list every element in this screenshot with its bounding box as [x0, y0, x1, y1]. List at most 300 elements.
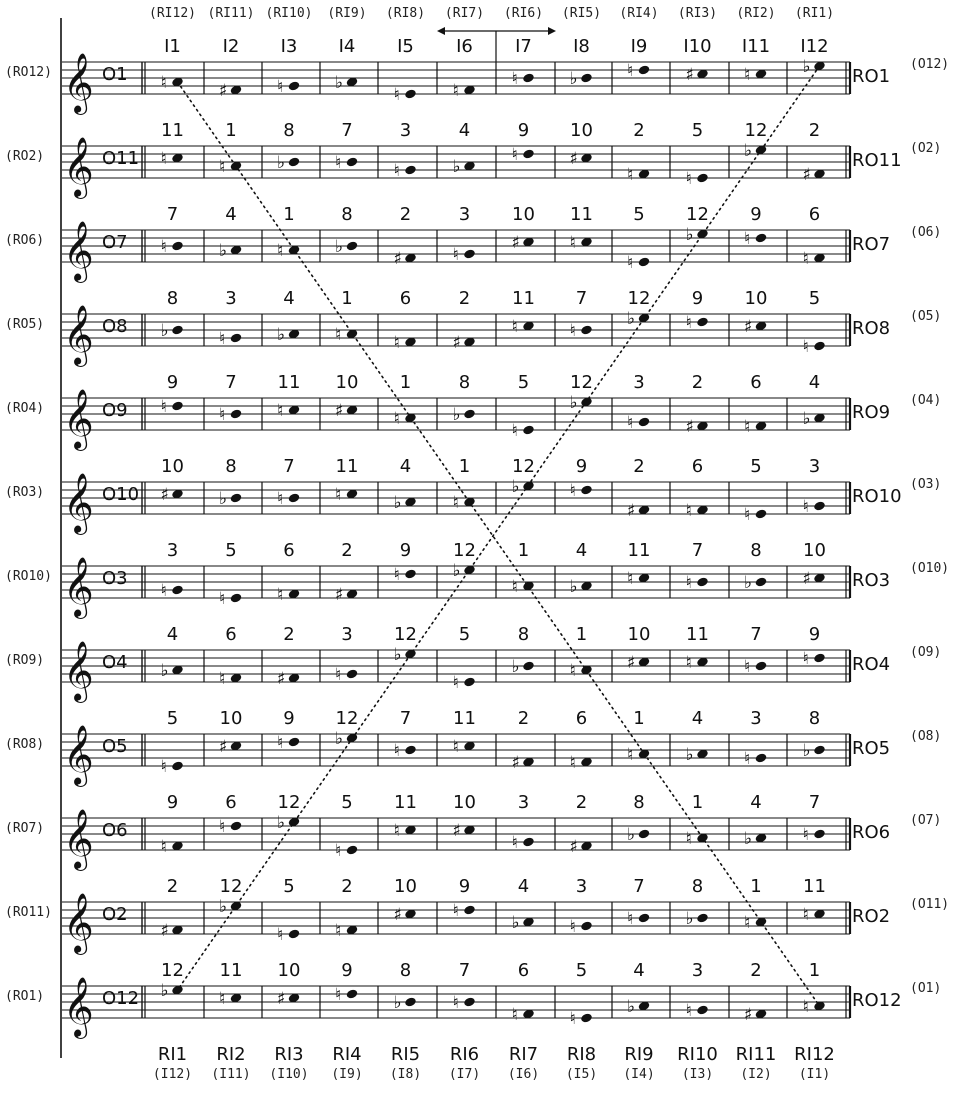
row-number: 1: [750, 876, 762, 897]
bottom-ri-label: RI9: [624, 1044, 654, 1065]
row-number: 11: [570, 204, 593, 225]
row-number: 5: [166, 708, 179, 729]
arrow-left-icon: [437, 27, 445, 35]
natural-icon: ♮: [219, 589, 226, 609]
flat-icon: ♭: [160, 321, 169, 341]
sharp-icon: ♯: [219, 737, 228, 757]
row-number: 5: [808, 288, 821, 309]
notehead: [404, 568, 417, 579]
row-number: 3: [633, 372, 645, 393]
row-number: 2: [341, 876, 353, 897]
row-number: 10: [570, 120, 593, 141]
row-number: 11: [219, 960, 243, 981]
bottom-ri-label: RI11: [735, 1044, 777, 1065]
flat-icon: ♭: [627, 997, 636, 1017]
notehead: [813, 500, 826, 511]
row-number: 9: [166, 372, 179, 393]
row-number: 1: [283, 204, 295, 225]
row-number: 12: [161, 960, 184, 981]
row-right-paren-label: (O1): [910, 981, 942, 996]
natural-icon: ♮: [160, 581, 167, 601]
row-number: 12: [627, 288, 651, 309]
row-number: 6: [750, 372, 762, 393]
natural-icon: ♮: [393, 821, 400, 841]
notehead: [171, 584, 184, 595]
row-left-paren-label: (RO3): [5, 485, 45, 500]
notehead: [230, 592, 243, 603]
notehead: [288, 80, 301, 91]
natural-icon: ♮: [277, 733, 284, 753]
sharp-icon: ♯: [277, 989, 286, 1009]
notehead: [288, 156, 301, 167]
notehead: [755, 752, 768, 763]
natural-icon: ♮: [219, 669, 226, 689]
treble-clef-icon: 𝄞: [63, 473, 94, 533]
natural-icon: ♮: [160, 757, 167, 777]
row-left-paren-label: (RO6): [5, 233, 45, 248]
top-i-label: I8: [573, 36, 590, 57]
row-number: 3: [399, 120, 412, 141]
row-number: 1: [808, 960, 821, 981]
bottom-ri-label: RI2: [216, 1044, 246, 1065]
natural-icon: ♮: [802, 649, 809, 669]
row-number: 11: [453, 708, 476, 729]
row-number: 10: [453, 792, 476, 813]
row-number: 12: [394, 624, 417, 645]
top-ri-label: (RI4): [619, 6, 659, 21]
row-number: 5: [225, 540, 237, 561]
row-number: 11: [512, 288, 535, 309]
natural-icon: ♮: [802, 497, 809, 517]
row-number: 6: [225, 792, 237, 813]
row-number: 9: [458, 876, 471, 897]
flat-icon: ♭: [511, 657, 520, 677]
natural-icon: ♮: [569, 481, 576, 501]
sharp-icon: ♯: [802, 165, 811, 185]
row-number: 10: [394, 876, 417, 897]
row-label: O5: [102, 736, 128, 757]
notehead: [522, 148, 535, 159]
treble-clef-icon: 𝄞: [63, 977, 94, 1037]
row-number: 4: [458, 120, 471, 141]
row-right-label: RO11: [852, 150, 902, 171]
flat-icon: ♭: [335, 73, 344, 93]
notehead: [171, 760, 184, 771]
row-number: 10: [744, 288, 768, 309]
bottom-ri-label: RI3: [274, 1044, 304, 1065]
bottom-i-label: (I10): [269, 1067, 309, 1082]
natural-icon: ♮: [160, 73, 167, 93]
bottom-i-label: (I4): [623, 1067, 655, 1082]
flat-icon: ♭: [219, 897, 228, 917]
natural-icon: ♮: [569, 233, 576, 253]
natural-icon: ♮: [452, 673, 459, 693]
row-right-paren-label: (O5): [910, 309, 942, 324]
bottom-ri-label: RI4: [332, 1044, 362, 1065]
row-label: O1: [102, 64, 128, 85]
natural-icon: ♮: [569, 753, 576, 773]
sharp-icon: ♯: [511, 233, 520, 253]
row-right-paren-label: (O6): [910, 225, 942, 240]
flat-icon: ♭: [452, 561, 461, 581]
natural-icon: ♮: [627, 253, 634, 273]
notehead: [346, 156, 359, 167]
row-number: 6: [575, 708, 588, 729]
row-number: 9: [517, 120, 530, 141]
row-number: 1: [575, 624, 588, 645]
row-left-paren-label: (RO2): [5, 149, 45, 164]
row-right-label: RO3: [852, 570, 891, 591]
row-right-label: RO5: [852, 738, 891, 759]
treble-clef-icon: 𝄞: [63, 557, 94, 617]
row-number: 5: [341, 792, 353, 813]
row-number: 1: [458, 456, 471, 477]
diagonal-dotted-line: [178, 66, 820, 990]
notehead: [755, 576, 768, 587]
natural-icon: ♮: [685, 829, 692, 849]
natural-icon: ♮: [627, 413, 634, 433]
natural-icon: ♮: [219, 405, 226, 425]
row-right-label: RO4: [852, 654, 891, 675]
natural-icon: ♮: [452, 245, 459, 265]
flat-icon: ♭: [627, 825, 636, 845]
top-i-label: I5: [397, 36, 414, 57]
notehead: [404, 996, 417, 1007]
natural-icon: ♮: [744, 229, 751, 249]
row-number: 9: [750, 204, 762, 225]
notehead: [580, 920, 593, 931]
row-number: 11: [277, 372, 301, 393]
natural-icon: ♮: [802, 997, 809, 1017]
row-number: 9: [575, 456, 588, 477]
row-number: 8: [691, 876, 704, 897]
row-number: 8: [341, 204, 353, 225]
bottom-ri-label: RI12: [794, 1044, 835, 1065]
row-number: 1: [341, 288, 353, 309]
top-ri-label: (RI5): [561, 6, 602, 21]
row-number: 5: [750, 456, 762, 477]
row-number: 10: [219, 708, 243, 729]
natural-icon: ♮: [160, 397, 167, 417]
row-number: 4: [575, 540, 588, 561]
sharp-icon: ♯: [511, 753, 520, 773]
bottom-i-label: (I5): [565, 1067, 598, 1082]
top-ri-label: (RI3): [677, 6, 718, 21]
bottom-ri-label: RI1: [157, 1044, 188, 1065]
row-number: 4: [691, 708, 704, 729]
bottom-ri-label: RI7: [508, 1044, 539, 1065]
natural-icon: ♮: [511, 833, 518, 853]
sharp-icon: ♯: [627, 653, 636, 673]
flat-icon: ♭: [511, 913, 520, 933]
natural-icon: ♮: [160, 237, 167, 257]
row-number: 2: [283, 624, 295, 645]
row-number: 3: [808, 456, 821, 477]
natural-icon: ♮: [744, 65, 751, 85]
natural-icon: ♮: [277, 77, 284, 97]
row-right-label: RO10: [852, 486, 902, 507]
natural-icon: ♮: [219, 329, 226, 349]
top-i-label: I12: [800, 36, 829, 57]
natural-icon: ♮: [393, 161, 400, 181]
flat-icon: ♭: [335, 729, 344, 749]
natural-icon: ♮: [335, 325, 342, 345]
natural-icon: ♮: [160, 837, 167, 857]
treble-clef-icon: 𝄞: [63, 305, 94, 365]
top-i-label: I1: [164, 36, 181, 57]
natural-icon: ♮: [511, 421, 518, 441]
natural-icon: ♮: [160, 149, 167, 169]
notehead: [288, 928, 301, 939]
sharp-icon: ♯: [802, 569, 811, 589]
notehead: [346, 988, 359, 999]
row-number: 12: [512, 456, 535, 477]
row-label: O6: [102, 820, 128, 841]
top-ri-label: (RI12): [149, 6, 196, 21]
sharp-icon: ♯: [685, 65, 694, 85]
flat-icon: ♭: [685, 225, 694, 245]
notehead: [580, 1012, 593, 1023]
row-number: 1: [517, 540, 530, 561]
top-i-label: I10: [683, 36, 712, 57]
bottom-i-label: (I1): [798, 1067, 831, 1082]
bottom-ri-label: RI5: [390, 1044, 421, 1065]
row-left-paren-label: (RO9): [5, 653, 45, 668]
sharp-icon: ♯: [160, 485, 169, 505]
row-number: 10: [277, 960, 301, 981]
bottom-i-label: (I9): [331, 1067, 363, 1082]
flat-icon: ♭: [160, 661, 169, 681]
flat-icon: ♭: [569, 69, 578, 89]
row-number: 7: [399, 708, 412, 729]
row-label: O7: [102, 232, 128, 253]
row-number: 8: [166, 288, 179, 309]
notehead: [696, 1004, 709, 1015]
row-number: 10: [803, 540, 826, 561]
row-number: 7: [283, 456, 295, 477]
row-right-paren-label: (O8): [910, 729, 942, 744]
row-number: 3: [458, 204, 471, 225]
sharp-icon: ♯: [627, 501, 636, 521]
natural-icon: ♮: [219, 157, 226, 177]
sharp-icon: ♯: [452, 333, 461, 353]
row-number: 8: [225, 456, 237, 477]
notehead: [463, 248, 476, 259]
natural-icon: ♮: [393, 741, 400, 761]
top-ri-label: (RI7): [444, 6, 485, 21]
notehead: [813, 652, 826, 663]
row-number: 3: [166, 540, 179, 561]
top-i-label: I2: [222, 36, 240, 57]
notehead: [404, 744, 417, 755]
natural-icon: ♮: [627, 909, 634, 929]
top-ri-label: (RI1): [794, 6, 835, 21]
top-i-label: I9: [630, 36, 648, 57]
row-number: 3: [691, 960, 704, 981]
notehead: [288, 492, 301, 503]
natural-icon: ♮: [393, 409, 400, 429]
bottom-i-label: (I2): [740, 1067, 772, 1082]
natural-icon: ♮: [219, 817, 226, 837]
row-number: 5: [517, 372, 530, 393]
natural-icon: ♮: [511, 1005, 518, 1025]
row-number: 10: [627, 624, 651, 645]
flat-icon: ♭: [744, 141, 753, 161]
flat-icon: ♭: [452, 157, 461, 177]
row-number: 10: [161, 456, 184, 477]
row-number: 5: [283, 876, 295, 897]
bottom-i-label: (I11): [211, 1067, 251, 1082]
row-left-paren-label: (RO8): [5, 737, 45, 752]
flat-icon: ♭: [627, 309, 636, 329]
notehead: [404, 164, 417, 175]
sharp-icon: ♯: [160, 921, 169, 941]
row-number: 9: [808, 624, 821, 645]
row-number: 7: [166, 204, 179, 225]
row-right-label: RO6: [852, 822, 891, 843]
natural-icon: ♮: [393, 333, 400, 353]
row-number: 4: [225, 204, 237, 225]
notehead: [580, 324, 593, 335]
row-number: 8: [458, 372, 471, 393]
row-number: 7: [633, 876, 645, 897]
row-number: 10: [335, 372, 359, 393]
notehead: [522, 72, 535, 83]
sharp-icon: ♯: [335, 585, 344, 605]
flat-icon: ♭: [744, 829, 753, 849]
row-number: 10: [512, 204, 535, 225]
flat-icon: ♭: [393, 645, 402, 665]
notehead: [638, 256, 651, 267]
row-number: 4: [808, 372, 821, 393]
notehead: [171, 240, 184, 251]
natural-icon: ♮: [393, 565, 400, 585]
flat-icon: ♭: [569, 393, 578, 413]
row-number: 1: [691, 792, 704, 813]
flat-icon: ♭: [393, 993, 402, 1013]
row-number: 4: [517, 876, 530, 897]
row-number: 8: [808, 708, 821, 729]
row-label: O12: [102, 988, 140, 1009]
natural-icon: ♮: [744, 505, 751, 525]
natural-icon: ♮: [569, 321, 576, 341]
row-number: 7: [225, 372, 237, 393]
row-left-paren-label: (RO4): [5, 401, 45, 416]
row-number: 3: [517, 792, 530, 813]
row-right-label: RO9: [852, 402, 891, 423]
row-number: 5: [458, 624, 471, 645]
row-number: 12: [686, 204, 709, 225]
row-right-paren-label: (O7): [910, 813, 942, 828]
natural-icon: ♮: [277, 401, 284, 421]
flat-icon: ♭: [393, 493, 402, 513]
natural-icon: ♮: [511, 577, 518, 597]
treble-clef-icon: 𝄞: [63, 725, 94, 785]
top-i-label: I3: [280, 36, 298, 57]
natural-icon: ♮: [335, 841, 342, 861]
flat-icon: ♭: [802, 409, 811, 429]
row-number: 2: [750, 960, 762, 981]
arrow-right-icon: [548, 27, 556, 35]
natural-icon: ♮: [277, 585, 284, 605]
row-number: 4: [750, 792, 762, 813]
treble-clef-icon: 𝄞: [63, 221, 94, 281]
flat-icon: ♭: [277, 325, 286, 345]
row-right-paren-label: (O12): [910, 57, 950, 72]
notehead: [638, 416, 651, 427]
row-number: 12: [453, 540, 476, 561]
row-number: 2: [166, 876, 179, 897]
flat-icon: ♭: [219, 489, 228, 509]
row-number: 8: [750, 540, 762, 561]
row-number: 3: [575, 876, 588, 897]
notehead: [346, 668, 359, 679]
row-number: 12: [335, 708, 359, 729]
natural-icon: ♮: [511, 145, 518, 165]
row-number: 6: [225, 624, 237, 645]
notehead: [522, 836, 535, 847]
treble-clef-icon: 𝄞: [63, 893, 94, 953]
notehead: [813, 340, 826, 351]
row-number: 11: [161, 120, 184, 141]
row-number: 2: [633, 120, 645, 141]
row-right-label: RO12: [852, 990, 902, 1011]
row-right-label: RO7: [852, 234, 891, 255]
row-right-paren-label: (O9): [910, 645, 942, 660]
row-number: 1: [399, 372, 412, 393]
notehead: [755, 660, 768, 671]
natural-icon: ♮: [744, 913, 751, 933]
top-i-label: I4: [338, 36, 356, 57]
row-right-paren-label: (O11): [910, 897, 950, 912]
natural-icon: ♮: [802, 337, 809, 357]
row-number: 6: [399, 288, 412, 309]
treble-clef-icon: 𝄞: [63, 389, 94, 449]
row-number: 5: [575, 960, 588, 981]
row-number: 12: [744, 120, 768, 141]
natural-icon: ♮: [277, 925, 284, 945]
notehead: [230, 492, 243, 503]
row-left-paren-label: (RO5): [5, 317, 45, 332]
flat-icon: ♭: [277, 813, 286, 833]
natural-icon: ♮: [744, 657, 751, 677]
row-left-paren-label: (RO10): [5, 569, 52, 584]
row-right-paren-label: (O2): [910, 141, 942, 156]
row-number: 11: [686, 624, 709, 645]
row-number: 12: [570, 372, 593, 393]
notehead: [696, 172, 709, 183]
natural-icon: ♮: [627, 569, 634, 589]
natural-icon: ♮: [219, 989, 226, 1009]
natural-icon: ♮: [802, 825, 809, 845]
row-number: 2: [691, 372, 704, 393]
natural-icon: ♮: [627, 165, 634, 185]
natural-icon: ♮: [685, 501, 692, 521]
flat-icon: ♭: [277, 153, 286, 173]
bottom-ri-label: RI10: [677, 1044, 718, 1065]
row-number: 3: [341, 624, 353, 645]
row-label: O2: [102, 904, 128, 925]
notehead: [463, 996, 476, 1007]
row-number: 2: [341, 540, 353, 561]
treble-clef-icon: 𝄞: [63, 809, 94, 869]
flat-icon: ♭: [219, 241, 228, 261]
row-number: 7: [808, 792, 821, 813]
top-ri-label: (RI9): [327, 6, 367, 21]
flat-icon: ♭: [511, 477, 520, 497]
natural-icon: ♮: [335, 485, 342, 505]
natural-icon: ♮: [335, 153, 342, 173]
